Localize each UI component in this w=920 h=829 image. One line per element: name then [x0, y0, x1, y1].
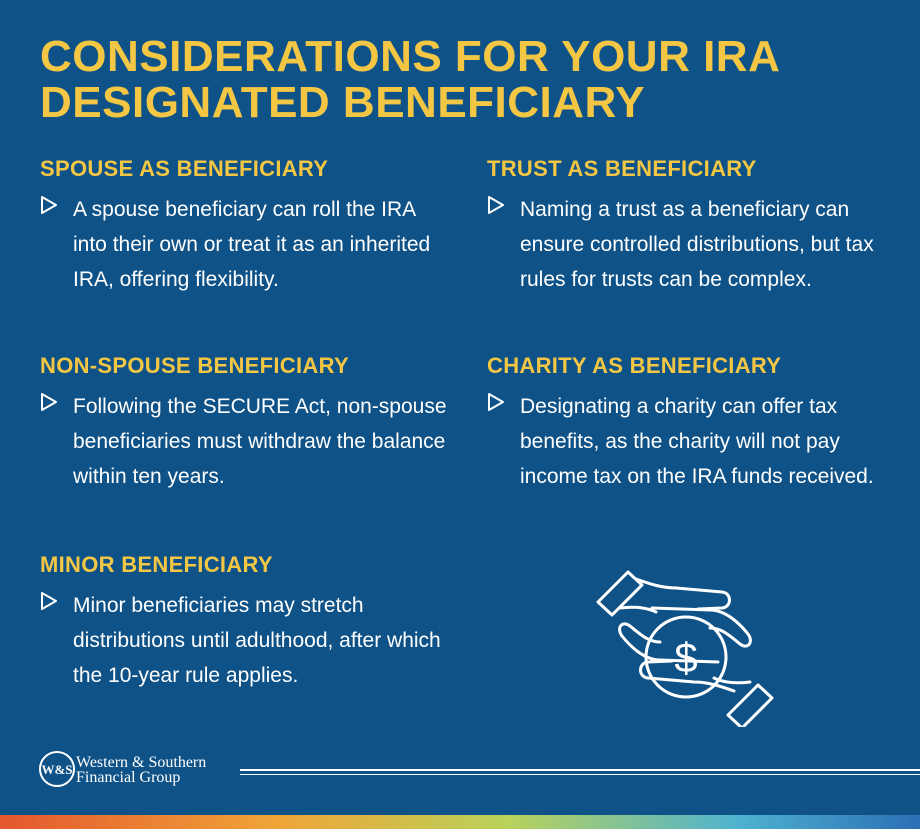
logo-text — [76, 755, 206, 785]
bullet-text: A spouse beneficiary can roll the IRA into their own or treat it as an inherited IRA, offering flexibility. — [73, 198, 431, 291]
triangle-right-icon — [40, 392, 58, 412]
title-line-1: CONSIDERATIONS FOR YOUR IRA — [40, 32, 781, 81]
hands-holding-dollar-icon — [590, 562, 780, 727]
section-trust — [487, 156, 887, 297]
section-heading: TRUST AS BENEFICIARY — [487, 156, 757, 181]
bullet-item — [40, 192, 450, 297]
bullet-text: Designating a charity can offer tax benefits, as the charity will not pay income tax on the IRA funds received. — [520, 395, 874, 488]
bullet-item — [487, 192, 887, 297]
section-minor — [40, 552, 450, 693]
bullet-item — [487, 389, 887, 494]
bullet-text: Minor beneficiaries may stretch distributions until adulthood, after which the 10-year rule applies. — [73, 594, 441, 687]
title-line-2: DESIGNATED BENEFICIARY — [40, 78, 646, 127]
section-heading: SPOUSE AS BENEFICIARY — [40, 156, 329, 181]
bullet-item — [40, 389, 450, 494]
page-title — [40, 34, 900, 126]
section-heading: NON-SPOUSE BENEFICIARY — [40, 353, 349, 378]
logo-line-2: Financial Group — [76, 769, 181, 786]
bullet-text: Naming a trust as a beneficiary can ensure controlled distributions, but tax rules for trusts can be complex. — [520, 198, 874, 291]
footer-rule — [240, 769, 920, 771]
section-non-spouse — [40, 353, 450, 494]
bullet-item — [40, 588, 450, 693]
section-spouse — [40, 156, 450, 297]
triangle-right-icon — [40, 591, 58, 611]
section-charity — [487, 353, 887, 494]
section-heading: MINOR BENEFICIARY — [40, 552, 273, 577]
bullet-text: Following the SECURE Act, non-spouse beneficiaries must withdraw the balance within ten years. — [73, 395, 447, 488]
logo-line-1: Western & Southern — [76, 754, 207, 771]
triangle-right-icon — [487, 392, 505, 412]
svg-text:$: $ — [674, 634, 698, 681]
triangle-right-icon — [487, 195, 505, 215]
company-logo — [38, 750, 76, 788]
logo-monogram: W&S — [41, 762, 73, 777]
footer-rule-thin — [240, 774, 920, 775]
gradient-bar — [0, 815, 920, 829]
triangle-right-icon — [40, 195, 58, 215]
section-heading: CHARITY AS BENEFICIARY — [487, 353, 782, 378]
